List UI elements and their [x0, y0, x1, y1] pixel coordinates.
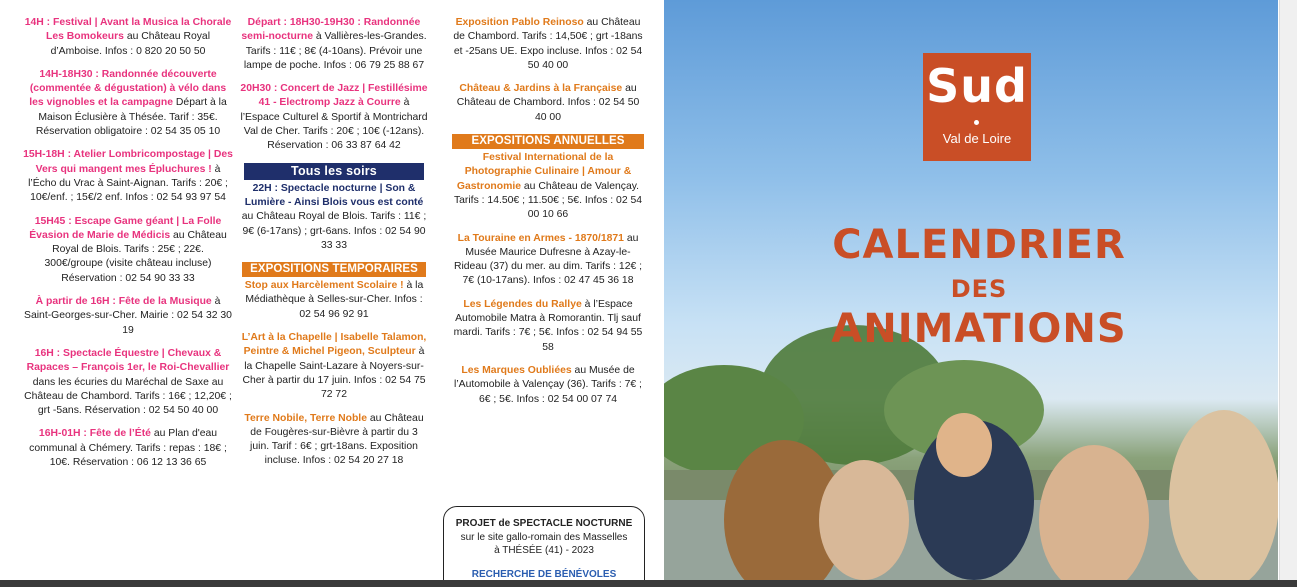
event-entry	[240, 182, 428, 253]
event-title: Départ : 18H30-19H30 : Randonnée semi-nocturne	[241, 17, 421, 43]
cover-title-animations: ANIMATIONS	[831, 306, 1127, 352]
column-3	[450, 16, 646, 416]
event-details: à Saint-Georges-sur-Cher. Mairie : 02 54 32 30 19	[24, 296, 232, 336]
event-entry	[22, 215, 234, 286]
event-entry	[240, 331, 428, 402]
event-details: au Château Royal d’Amboise. Infos : 0 820 20 50 50	[50, 31, 211, 57]
event-details: au Château de Chambord. Infos : 02 54 50 40 00	[456, 83, 640, 123]
projet-more: RECHERCHE DE BÉNÉVOLES	[471, 568, 617, 580]
event-details: à l’Écho du Vrac à Saint-Aignan. Tarifs : 20€ ; 10€/enf. ; 15€/2 enf. Infos : 02 54 93 97 54	[28, 163, 228, 204]
event-entry	[22, 68, 234, 139]
event-title: 20H30 : Concert de Jazz | Festillésime 41 - Electromp Jazz à Courre	[240, 83, 428, 109]
logo-brand: Sud	[926, 59, 1028, 113]
event-entry	[22, 295, 234, 338]
event-details: à l’Espace Culturel & Sportif à Montrichard Val de Cher. Tarifs : 20€ ; 10€ (-12ans). Réservation : 06 33 87 64 42	[240, 97, 428, 152]
event-entry	[450, 364, 646, 407]
event-title: Les Marques Oubliées	[461, 364, 572, 376]
event-entry	[450, 232, 646, 289]
event-title: 22H : Spectacle nocturne | Son & Lumière - Ainsi Blois vous est conté	[244, 182, 424, 208]
event-entry	[240, 82, 428, 153]
event-details: à la Chapelle Saint-Lazare à Noyers-sur-Cher à partir du 17 juin. Infos : 02 54 75 72 72	[242, 346, 426, 401]
event-entry	[240, 16, 428, 73]
event-title: 14H : Festival | Avant la Musica la Chorale Les Bomokeurs	[24, 17, 232, 43]
section-header-tous-les-soirs: Tous les soirs	[244, 163, 424, 180]
event-details: au Château Royal de Blois. Tarifs : 25€ ; 22€. 300€/groupe (visite château incluse) Réservation : 02 54 90 33 33	[44, 229, 227, 284]
event-entry	[240, 412, 428, 469]
event-title: Exposition Pablo Reinoso	[455, 17, 584, 28]
event-details: à l’Espace Automobile Matra à Romorantin. Tlj sauf mardi. Tarifs : 7€ ; 5€. Infos : 02 54 94 55 58	[453, 298, 643, 353]
event-title: Stop aux Harcèlement Scolaire !	[244, 280, 404, 292]
event-details: Départ à la Maison Éclusière à Thésée. Tarif : 35€. Réservation obligatoire : 02 54 35 05 10	[35, 97, 227, 138]
event-title: 14H-18H30 : Randonnée découverte (commentée & dégustation) à vélo dans les vignobles et la campagne	[29, 68, 227, 109]
event-title: Les Légendes du Rallye	[463, 298, 582, 310]
event-details: dans les écuries du Maréchal de Saxe au Château de Chambord. Tarifs : 16€ ; 12,20€ ; grt -5ans. Réservation : 02 54 50 40 00	[24, 376, 232, 417]
event-details: au Château de Valençay. Tarifs : 14.50€ ; 11.50€ ; 5€. Infos : 02 54 00 10 66	[453, 180, 643, 221]
event-title: L’Art à la Chapelle | Isabelle Talamon, Peintre & Michel Pigeon, Sculpteur	[241, 332, 427, 358]
event-entry	[22, 347, 234, 418]
event-title: Terre Nobile, Terre Noble	[244, 412, 367, 424]
event-title: La Touraine en Armes - 1870/1871	[457, 232, 624, 244]
event-title: 15H45 : Escape Game géant | La Folle Évasion de Marie de Médicis	[29, 215, 222, 241]
projet-line2: sur le site gallo-romain des Masselles	[460, 531, 628, 543]
column-2	[240, 16, 428, 478]
event-details: au Château Royal de Blois. Tarifs : 11€ ; 9€ (6-17ans) ; grt-6ans. Infos : 02 54 90 33 33	[241, 211, 427, 251]
event-title: À partir de 16H : Fête de la Musique	[35, 296, 212, 308]
event-entry	[450, 16, 646, 73]
projet-line3: à THÉSÉE (41) - 2023	[494, 545, 594, 556]
event-entry	[22, 16, 234, 59]
event-details: à la Médiathèque à Selles-sur-Cher. Infos : 02 54 96 92 91	[245, 280, 424, 320]
event-entry	[450, 82, 646, 125]
event-entry	[450, 298, 646, 355]
logo-subtitle: Val de Loire	[942, 131, 1012, 146]
column-1	[22, 16, 234, 479]
sud-val-de-loire-logo	[923, 53, 1031, 161]
event-details: au Plan d'eau communal à Chémery. Tarifs : repas : 18€ ; 10€. Réservation : 06 12 13 36 65	[29, 428, 227, 469]
event-details: au Château de Chambord. Tarifs : 14,50€ ; grt -18ans et -25ans UE. Expo incluse. Infos : 02 54 50 40 00	[453, 17, 643, 71]
event-title: Château & Jardins à la Française	[459, 83, 623, 95]
event-details: au Musée Maurice Dufresne à Azay-le-Rideau (37) du mer. au dim. Tarifs : 12€ ; 7€ (10-17ans). Infos : 02 47 45 36 18	[453, 232, 643, 287]
section-header-expositions-temporaires: EXPOSITIONS TEMPORAIRES	[242, 262, 426, 277]
event-details: au Musée de l’Automobile à Valençay (36). Tarifs : 7€ ; 6€ ; 5€. Infos : 02 54 00 07 74	[454, 364, 642, 405]
bottom-bar	[0, 580, 1297, 587]
event-entry	[240, 279, 428, 322]
cover-photo	[664, 0, 1278, 587]
cover-title-calendrier: CALENDRIER	[832, 222, 1126, 268]
cover-title-des: DES	[950, 275, 1008, 303]
logo-dot	[974, 120, 979, 125]
event-details: au Château de Fougères-sur-Bièvre à partir du 3 juin. Tarif : 6€ ; grt-18ans. Exposition incluse. Infos : 02 54 20 27 18	[250, 412, 424, 467]
event-entry	[450, 151, 646, 222]
section-header-expositions-annuelles: EXPOSITIONS ANNUELLES	[452, 134, 644, 149]
event-entry	[22, 427, 234, 470]
event-entry	[22, 148, 234, 205]
projet-spectacle-box	[443, 506, 645, 587]
event-details: à Vallières-les-Grandes. Tarifs : 11€ ; 8€ (4-10ans). Prévoir une lampe de poche. Infos : 06 79 25 88 67	[243, 31, 427, 71]
event-title: 16H-01H : Fête de l’Été	[38, 428, 151, 440]
event-title: 16H : Spectacle Équestre | Chevaux & Rapaces – François 1er, le Roi-Chevallier	[26, 347, 230, 374]
event-title: Festival International de la Photographie Culinaire | Amour & Gastronomie	[456, 152, 632, 192]
vertical-scrollbar[interactable]	[1279, 0, 1297, 587]
projet-title: PROJET de SPECTACLE NOCTURNE	[455, 518, 633, 529]
event-title: 15H-18H : Atelier Lombricompostage | Des Vers qui mangent mes Épluchures !	[23, 149, 233, 175]
